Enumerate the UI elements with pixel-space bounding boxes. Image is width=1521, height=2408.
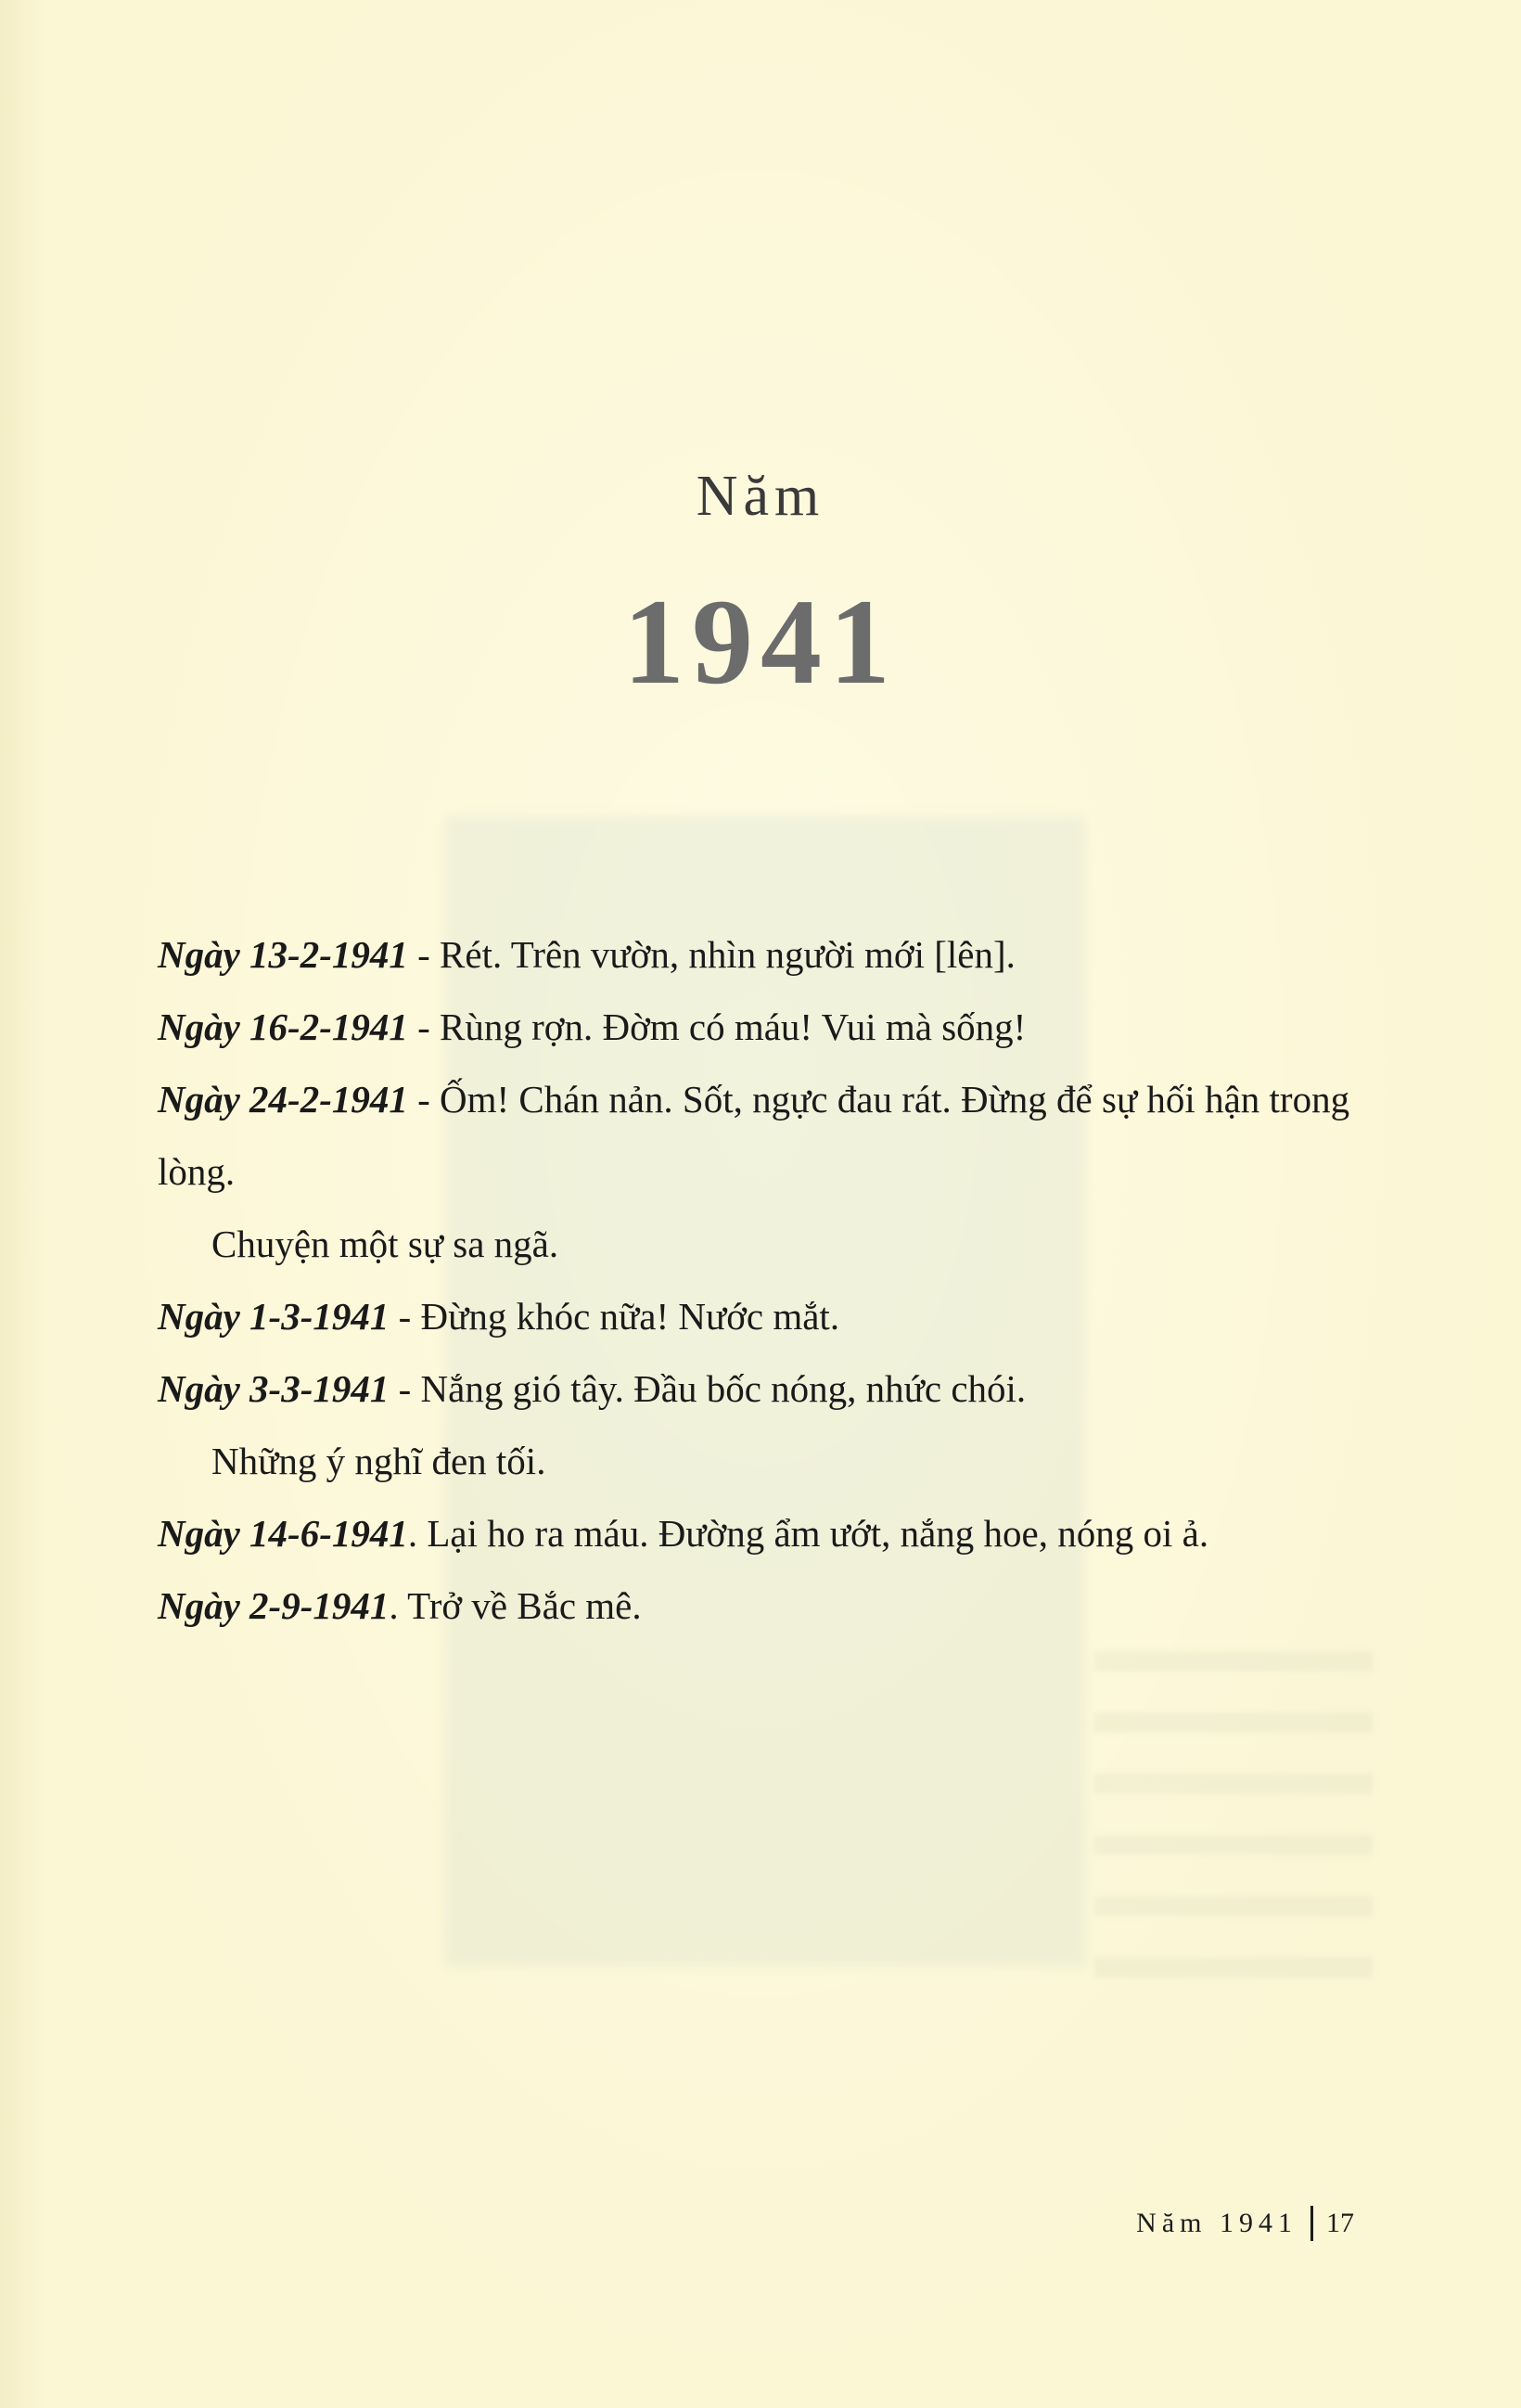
entry-date: Ngày 13-2-1941 (158, 933, 408, 976)
entry-text: - Rét. Trên vườn, nhìn người mới [lên]. (407, 933, 1016, 976)
entry-date: Ngày 16-2-1941 (158, 1005, 408, 1048)
diary-entry (158, 1352, 1363, 1425)
diary-entries (158, 918, 1363, 1642)
entry-date: Ngày 24-2-1941 (158, 1078, 408, 1121)
entry-text: . Trở về Bắc mê. (389, 1584, 642, 1627)
entry-text: - Đừng khóc nữa! Nước mắt. (389, 1295, 840, 1338)
chapter-label: Năm (696, 465, 825, 528)
page-footer (1136, 2206, 1354, 2241)
footer-divider (1310, 2206, 1313, 2241)
page-number: 17 (1326, 2208, 1354, 2238)
entry-date: Ngày 3-3-1941 (158, 1367, 390, 1410)
diary-entry-continuation (158, 1425, 1363, 1497)
chapter-year: 1941 (623, 573, 898, 710)
diary-entry (158, 1063, 1363, 1208)
diary-entry (158, 918, 1363, 991)
entry-text: . Lại ho ra máu. Đường ẩm ướt, nắng hoe, nóng oi ả. (407, 1512, 1209, 1555)
diary-entry (158, 991, 1363, 1063)
diary-entry (158, 1497, 1363, 1569)
diary-entry-continuation (158, 1208, 1363, 1280)
entry-text: - Rùng rợn. Đờm có máu! Vui mà sống! (407, 1005, 1027, 1048)
running-title: Năm 1941 (1136, 2208, 1297, 2238)
entry-text: - Nắng gió tây. Đầu bốc nóng, nhức chói. (389, 1367, 1027, 1410)
diary-entry (158, 1280, 1363, 1352)
entry-date: Ngày 14-6-1941 (158, 1512, 408, 1555)
diary-entry (158, 1569, 1363, 1642)
bleed-through-text (1094, 1651, 1373, 1985)
entry-date: Ngày 2-9-1941 (158, 1584, 390, 1627)
entry-text: Những ý nghĩ đen tối. (211, 1440, 546, 1482)
entry-text: Chuyện một sự sa ngã. (211, 1223, 559, 1265)
entry-text: - Ốm! Chán nản. Sốt, ngực đau rát. Đừng để sự hối hận trong lòng. (158, 1078, 1350, 1193)
entry-date: Ngày 1-3-1941 (158, 1295, 390, 1338)
